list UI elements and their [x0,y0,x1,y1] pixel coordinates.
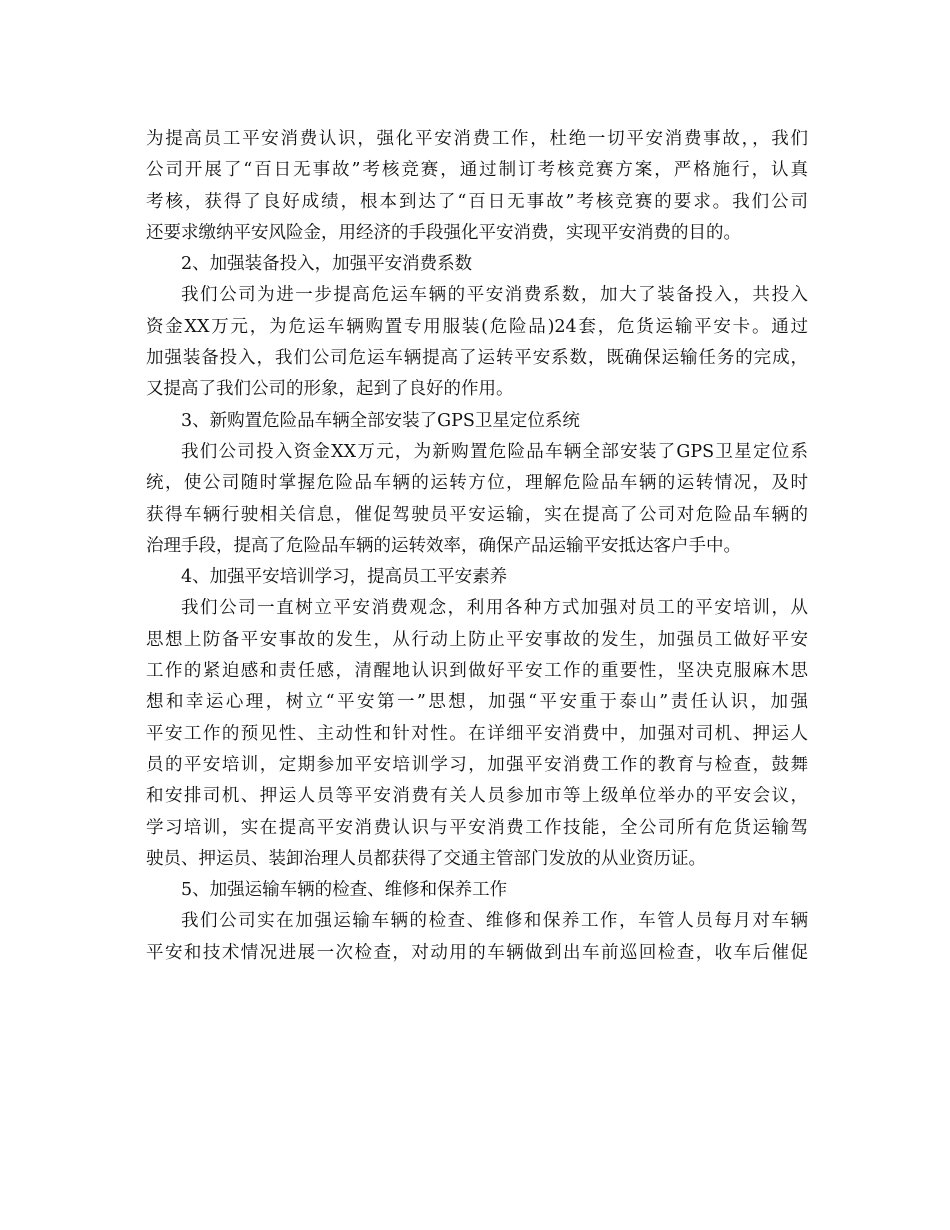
text-line: 获得车辆行驶相关信息，催促驾驶员平安运输，实在提高了公司对危险品车辆的 [146,504,808,525]
paragraph [146,437,808,562]
text-line: 员的平安培训，定期参加平安培训学习，加强平安消费工作的教育与检查，鼓舞 [146,754,808,775]
text-line: 我们公司投入资金XX万元，为新购置危险品车辆全部安装了GPS卫星定位系 [181,441,808,462]
document-body [146,124,808,969]
text-line: 4、加强平安培训学习，提高员工平安素养 [181,567,508,588]
text-line: 考核，获得了良好成绩，根本到达了“百日无事故”考核竞赛的要求。我们公司 [146,191,808,212]
paragraph [146,124,808,249]
text-line: 5、加强运输车辆的检查、维修和保养工作 [181,880,508,901]
section-heading [146,562,808,593]
text-line: 为提高员工平安消费认识，强化平安消费工作，杜绝一切平安消费事故，，我们 [146,129,808,149]
section-heading [146,249,808,280]
text-line: 我们公司为进一步提高危运车辆的平安消费系数，加大了装备投入，共投入 [181,285,808,306]
text-line: 和安排司机、押运人员等平安消费有关人员参加市等上级单位举办的平安会议， [146,786,808,807]
text-line: 公司开展了“百日无事故”考核竞赛，通过制订考核竞赛方案，严格施行，认真 [146,160,808,181]
paragraph [146,593,808,875]
text-line: 平安工作的预见性、主动性和针对性。在详细平安消费中，加强对司机、押运人 [146,723,808,744]
text-line: 平安和技术情况进展一次检查，对动用的车辆做到出车前巡回检查，收车后催促 [146,942,808,963]
text-line: 3、新购置危险品车辆全部安装了GPS卫星定位系统 [181,410,580,431]
text-line: 想和幸运心理，树立“平安第一”思想，加强“平安重于泰山”责任认识，加强 [146,692,808,713]
text-line: 我们公司一直树立平安消费观念，利用各种方式加强对员工的平安培训，从 [181,598,808,619]
text-line: 我们公司实在加强运输车辆的检查、维修和保养工作，车管人员每月对车辆 [181,911,808,932]
text-line: 加强装备投入，我们公司危运车辆提高了运转平安系数，既确保运输任务的完成， [146,348,808,369]
section-heading [146,406,808,437]
paragraph [146,280,808,405]
paragraph [146,906,808,969]
text-line: 还要求缴纳平安风险金，用经济的手段强化平安消费，实现平安消费的目的。 [146,222,741,243]
text-line: 又提高了我们公司的形象，起到了良好的作用。 [146,379,514,400]
text-line: 驶员、押运员、装卸治理人员都获得了交通主管部门发放的从业资历证。 [146,848,706,869]
text-line: 治理手段，提高了危险品车辆的运转效率，确保产品运输平安抵达客户手中。 [146,535,741,556]
text-line: 思想上防备平安事故的发生，从行动上防止平安事故的发生，加强员工做好平安 [146,629,808,650]
text-line: 学习培训，实在提高平安消费认识与平安消费工作技能，全公司所有危货运输驾 [146,817,808,838]
text-line: 工作的紧迫感和责任感，清醒地认识到做好平安工作的重要性，坚决克服麻木思 [146,661,808,682]
text-line: 资金XX万元，为危运车辆购置专用服装(危险品)24套，危货运输平安卡。通过 [146,316,808,337]
section-heading [146,875,808,906]
text-line: 2、加强装备投入，加强平安消费系数 [181,254,473,275]
text-line: 统，使公司随时掌握危险品车辆的运转方位，理解危险品车辆的运转情况，及时 [146,473,808,494]
